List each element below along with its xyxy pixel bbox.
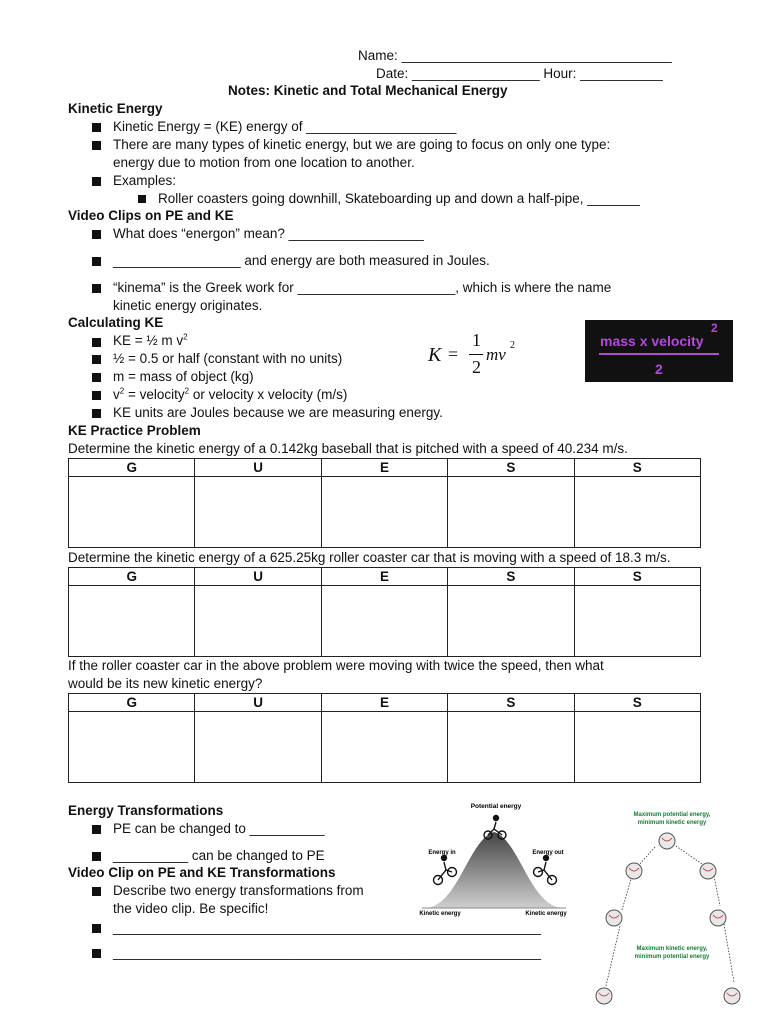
practice-question-2: Determine the kinetic energy of a 625.25kg roller coaster car that is moving with a speed of 18.3 m/s. — [68, 550, 671, 565]
ball-trajectory-diagram — [588, 806, 754, 1014]
ke-bullet-2-line1: There are many types of kinetic energy, but we are going to focus on only one type: — [113, 137, 611, 152]
transform-bullet-2: __________ can be changed to PE — [113, 848, 325, 863]
hill-label-right: Energy out — [532, 850, 564, 856]
col-header: S — [448, 459, 574, 477]
col-header: G — [69, 694, 195, 712]
bullet-icon — [92, 230, 101, 239]
bullet-icon — [92, 177, 101, 186]
bullet-icon — [92, 355, 101, 364]
guess-table-2 — [68, 567, 701, 657]
answer-cell[interactable] — [69, 712, 195, 783]
ke-bullet-3: Examples: — [113, 173, 177, 188]
guess-table-3 — [68, 693, 701, 783]
mass-velocity-box — [585, 320, 733, 382]
ke-bullet-2-line2: energy due to motion from one location to another. — [113, 155, 415, 170]
ball-label-mid-line2: minimum potential energy — [634, 954, 710, 960]
calc-bullet-2: ½ = 0.5 or half (constant with no units) — [113, 351, 343, 366]
video-bullet-1: What does “energon” mean? __________________ — [113, 226, 424, 241]
answer-cell[interactable] — [448, 477, 574, 548]
practice-question-3-line1: If the roller coaster car in the above problem were moving with twice the speed, then what — [68, 658, 604, 673]
answer-cell[interactable] — [448, 586, 574, 657]
name-line[interactable]: Name: ____________________________________ — [358, 48, 672, 63]
col-header: E — [321, 459, 447, 477]
practice-question-3-line2: would be its new kinetic energy? — [68, 676, 263, 691]
answer-line-1[interactable]: _________________________________________________________ — [113, 920, 541, 935]
col-header: G — [69, 568, 195, 586]
ke-bullet-1: Kinetic Energy = (KE) energy of ____________________ — [113, 119, 457, 134]
col-header: S — [574, 459, 700, 477]
ball-label-top-line1: Maximum potential energy, — [633, 812, 711, 818]
answer-cell[interactable] — [195, 477, 321, 548]
answer-cell[interactable] — [321, 586, 447, 657]
box-exponent: 2 — [711, 321, 718, 335]
formula-numerator: 1 — [472, 330, 481, 350]
formula-denominator: 2 — [472, 357, 481, 377]
answer-cell[interactable] — [69, 477, 195, 548]
col-header: U — [195, 568, 321, 586]
video-bullet-2: _________________ and energy are both measured in Joules. — [113, 253, 490, 268]
ball-label-top-line2: minimum kinetic energy — [637, 820, 707, 826]
video2-bullet-1-line2: the video clip. Be specific! — [113, 901, 269, 916]
calc-bullet-4: $v^2$ = velocity$^2$ or velocity x velocity (m/s) — [113, 386, 348, 402]
answer-cell[interactable] — [69, 586, 195, 657]
video-bullet-3-line2: kinetic energy originates. — [113, 298, 263, 313]
ke-formula — [428, 330, 528, 385]
bullet-icon — [92, 924, 101, 933]
formula-fraction-bar — [469, 354, 483, 355]
section-heading-kinetic-energy: Kinetic Energy — [68, 101, 163, 116]
bullet-icon — [92, 887, 101, 896]
page-title: Notes: Kinetic and Total Mechanical Energy — [228, 83, 508, 98]
box-denominator: 2 — [655, 361, 663, 377]
box-numerator: mass x velocity — [600, 333, 704, 349]
bullet-icon — [92, 391, 101, 400]
video2-bullet-1-line1: Describe two energy transformations from — [113, 883, 364, 898]
calc-bullet-3: m = mass of object (kg) — [113, 369, 254, 384]
calc-bullet-5: KE units are Joules because we are measuring energy. — [113, 405, 443, 420]
bullet-icon — [92, 338, 101, 347]
hill-label-bottom-right: Kinetic energy — [525, 911, 567, 917]
answer-line-2[interactable]: _________________________________________________________ — [113, 945, 541, 960]
section-heading-practice: KE Practice Problem — [68, 423, 201, 438]
section-heading-video-clip-2: Video Clip on PE and KE Transformations — [68, 865, 336, 880]
answer-cell[interactable] — [321, 712, 447, 783]
sub-bullet-icon — [138, 195, 146, 203]
col-header: E — [321, 694, 447, 712]
bike-right-icon — [534, 856, 557, 885]
col-header: U — [195, 694, 321, 712]
hill-label-left: Energy in — [428, 850, 456, 856]
ke-sub-bullet: Roller coasters going downhill, Skateboarding up and down a half-pipe, _______ — [158, 191, 640, 206]
col-header: U — [195, 459, 321, 477]
hill-label-top: Potential energy — [470, 803, 522, 810]
formula-mv: mv — [486, 345, 506, 364]
practice-question-1: Determine the kinetic energy of a 0.142kg baseball that is pitched with a speed of 40.234 m/s. — [68, 441, 628, 456]
bullet-icon — [92, 123, 101, 132]
bullet-icon — [92, 284, 101, 293]
video-bullet-3-line1: “kinema” is the Greek work for _____________________, which is where the name — [113, 280, 612, 295]
bullet-icon — [92, 825, 101, 834]
col-header: S — [448, 568, 574, 586]
transform-bullet-1: PE can be changed to __________ — [113, 821, 325, 836]
formula-equals: = — [448, 344, 459, 364]
col-header: S — [574, 568, 700, 586]
section-heading-calculating-ke: Calculating KE — [68, 315, 164, 330]
col-header: E — [321, 568, 447, 586]
ball-label-mid-line1: Maximum kinetic energy, — [636, 946, 708, 952]
bullet-icon — [92, 949, 101, 958]
bullet-icon — [92, 373, 101, 382]
answer-cell[interactable] — [195, 586, 321, 657]
bullet-icon — [92, 257, 101, 266]
bike-left-icon — [434, 856, 457, 885]
formula-k: K — [428, 344, 442, 366]
date-hour-line[interactable]: Date: _________________ Hour: ___________ — [376, 66, 663, 81]
col-header: G — [69, 459, 195, 477]
section-heading-transformations: Energy Transformations — [68, 803, 224, 818]
section-heading-video-clips: Video Clips on PE and KE — [68, 208, 234, 223]
col-header: S — [448, 694, 574, 712]
formula-exponent: 2 — [510, 340, 515, 351]
col-header: S — [574, 694, 700, 712]
hill-label-bottom-left: Kinetic energy — [419, 911, 461, 917]
answer-cell[interactable] — [195, 712, 321, 783]
bullet-icon — [92, 852, 101, 861]
calc-bullet-1: KE = ½ m $v^2$ — [113, 332, 188, 348]
bullet-icon — [92, 409, 101, 418]
answer-cell[interactable] — [574, 712, 700, 783]
answer-cell[interactable] — [574, 586, 700, 657]
hill-energy-diagram — [418, 800, 570, 918]
answer-cell[interactable] — [321, 477, 447, 548]
bullet-icon — [92, 141, 101, 150]
guess-table-1 — [68, 458, 701, 548]
box-fraction-bar — [599, 353, 719, 355]
answer-cell[interactable] — [448, 712, 574, 783]
answer-cell[interactable] — [574, 477, 700, 548]
